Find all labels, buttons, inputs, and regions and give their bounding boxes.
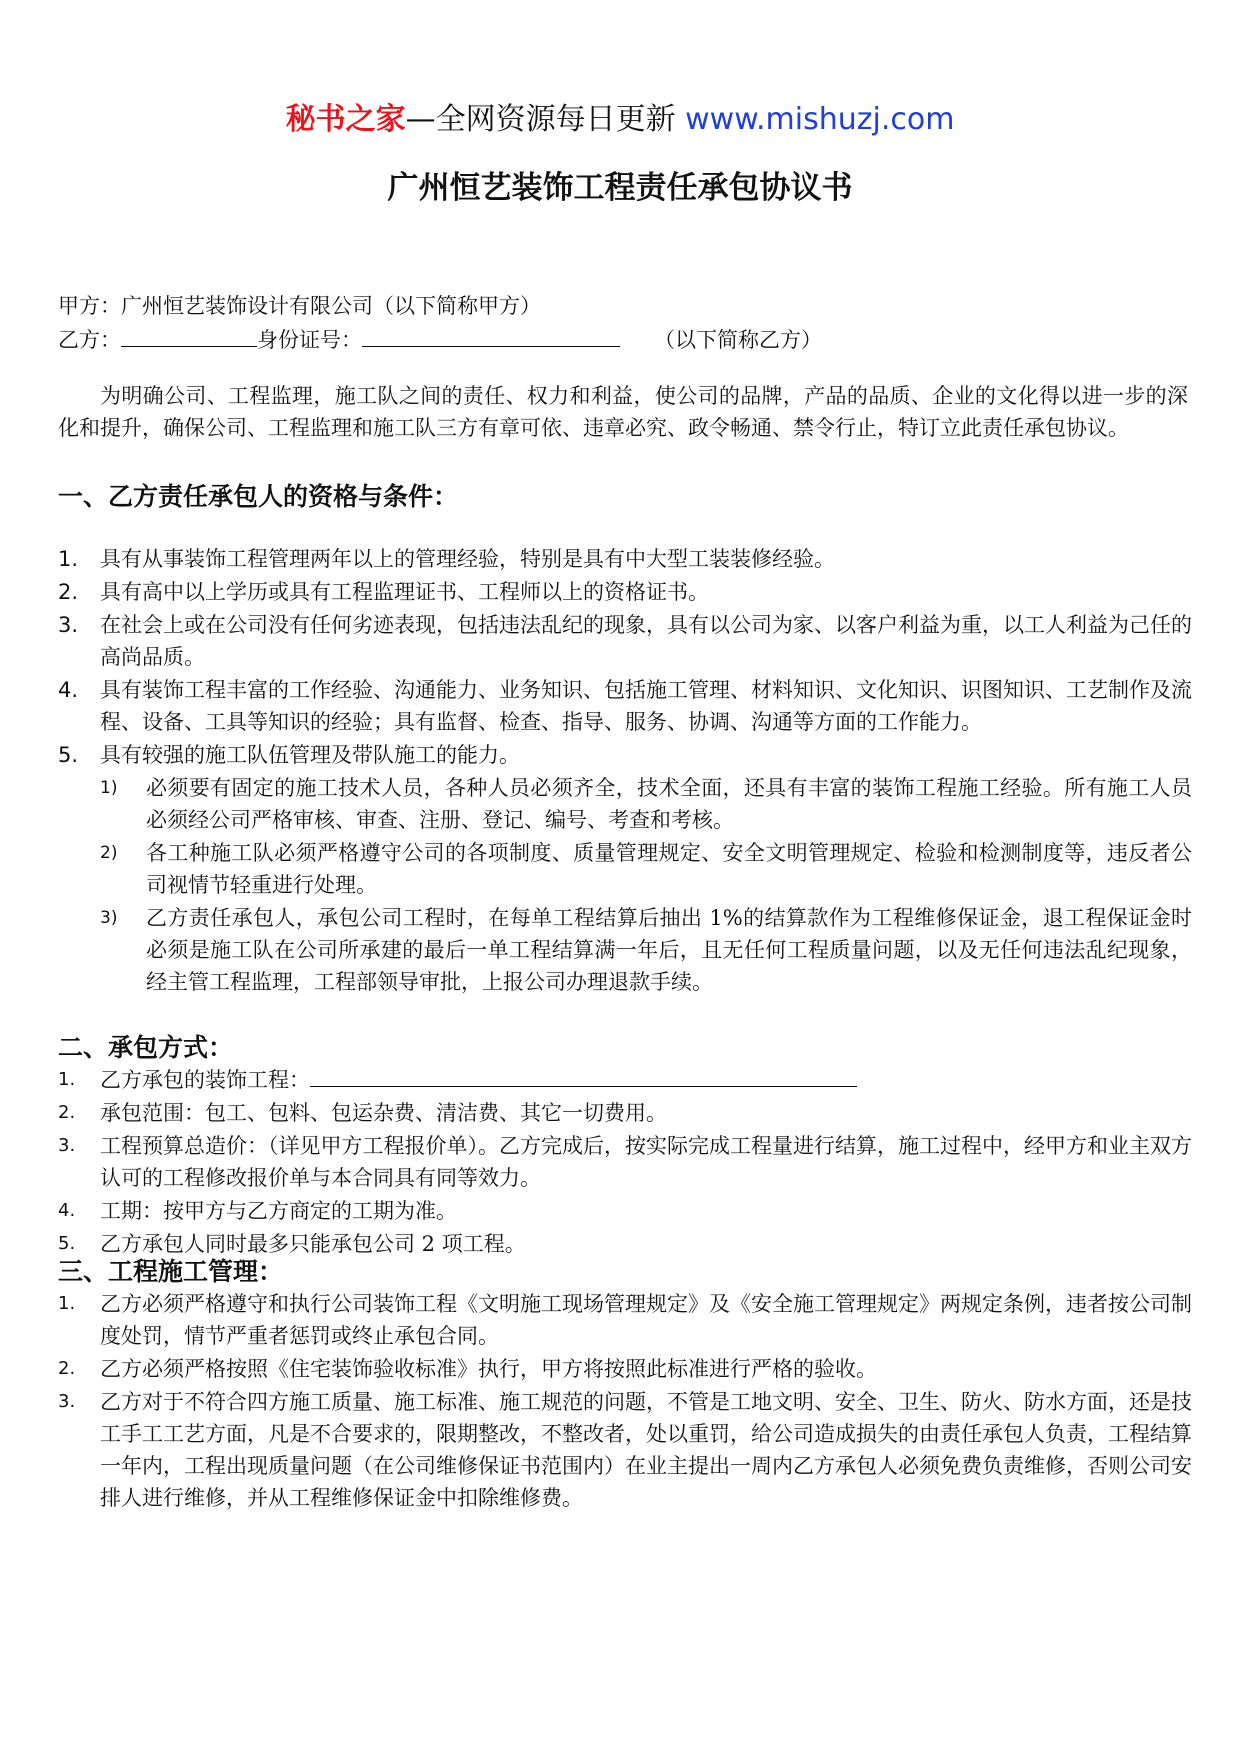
- list-item: 1. 乙方必须严格遵守和执行公司装饰工程《文明施工现场管理规定》及《安全施工管理规定》两规定条例，违者按公司制度处罚，情节严重者惩罚或终止承包合同。: [58, 1292, 1192, 1348]
- document-title: 广州恒艺装饰工程责任承包协议书: [387, 170, 853, 206]
- banner-url[interactable]: www.mishuzj.com: [685, 102, 955, 137]
- banner-slogan: —全网资源每日更新: [405, 102, 686, 137]
- party-b-line: [58, 322, 822, 356]
- list-item: 4. 工期：按甲方与乙方商定的工期为准。: [58, 1199, 457, 1223]
- section-2-list: [58, 1064, 1192, 1260]
- sub-list-item: 2) 各工种施工队必须严格遵守公司的各项制度、质量管理规定、安全文明管理规定、检验和检测制度等，违反者公司视情节轻重进行处理。: [100, 841, 1192, 897]
- list-item: 3. 在社会上或在公司没有任何劣迹表现，包括违法乱纪的现象，具有以公司为家、以客户利益为重，以工人利益为己任的高尚品质。: [58, 613, 1192, 669]
- list-item: 1. 乙方承包的装饰工程：: [58, 1064, 1192, 1096]
- sub-list-item: 3) 乙方责任承包人，承包公司工程时，在每单工程结算后抽出 1%的结算款作为工程维修保证金，退工程保证金时必须是施工队在公司所承建的最后一单工程结算满一年后，且无任何工程质量问题，以及无任何违法乱纪现象，经主管工程监理，工程部领导审批，上报公司办理退款手续。: [100, 906, 1192, 994]
- section-1-heading: 一、乙方责任承包人的资格与条件：: [58, 482, 459, 511]
- party-b-suffix: （以下简称乙方）: [654, 328, 822, 352]
- list-item: 4. 具有装饰工程丰富的工作经验、沟通能力、业务知识、包括施工管理、材料知识、文化知识、识图知识、工艺制作及流程、设备、工具等知识的经验；具有监督、检查、指导、服务、协调、沟通等方面的工作能力。: [58, 678, 1192, 734]
- list-item: 1. 具有从事装饰工程管理两年以上的管理经验，特别是具有中大型工装装修经验。: [58, 547, 835, 571]
- project-name-blank: [310, 1064, 857, 1087]
- section-3-list: [58, 1288, 1192, 1514]
- list-item: 2. 乙方必须严格按照《住宅装饰验收标准》执行，甲方将按照此标准进行严格的验收。: [58, 1357, 877, 1381]
- list-item: 5. 乙方承包人同时最多只能承包公司 2 项工程。: [58, 1232, 526, 1256]
- party-b-name-blank: [121, 322, 257, 347]
- list-item: 3. 工程预算总造价：（详见甲方工程报价单）。乙方完成后，按实际完成工程量进行结算，施工过程中，经甲方和业主双方认可的工程修改报价单与本合同具有同等效力。: [58, 1134, 1192, 1190]
- section-1-list: [58, 543, 1192, 998]
- party-b-id-blank: [362, 322, 620, 347]
- section-2-heading: 二、承包方式：: [58, 1033, 234, 1062]
- list-item: 2. 承包范围：包工、包料、包运杂费、清洁费、其它一切费用。: [58, 1101, 667, 1125]
- party-a-line: 甲方：广州恒艺装饰设计有限公司（以下简称甲方）: [58, 294, 541, 318]
- party-b-label: 乙方：: [58, 328, 121, 352]
- site-banner: [0, 100, 1240, 140]
- banner-brand: 秘书之家: [285, 102, 406, 137]
- intro-paragraph: 为明确公司、工程监理，施工队之间的责任、权力和利益，使公司的品牌，产品的品质、企业的文化得以进一步的深化和提升，确保公司、工程监理和施工队三方有章可依、违章必究、政令畅通、禁令行止，特订立此责任承包协议。: [58, 384, 1188, 440]
- list-item: 5. 具有较强的施工队伍管理及带队施工的能力。: [58, 743, 520, 767]
- party-b-id-label: 身份证号：: [257, 328, 362, 352]
- section-3-heading: 三、工程施工管理：: [58, 1257, 284, 1286]
- list-item: 2. 具有高中以上学历或具有工程监理证书、工程师以上的资格证书。: [58, 580, 709, 604]
- list-item: 3. 乙方对于不符合四方施工质量、施工标准、施工规范的问题，不管是工地文明、安全、卫生、防火、防水方面，还是技工手工工艺方面，凡是不合要求的，限期整改，不整改者，处以重罚，给公司造成损失的由责任承包人负责，工程结算一年内，工程出现质量问题（在公司维修保证书范围内）在业主提出一周内乙方承包人必须免费负责维修，否则公司安排人进行维修，并从工程维修保证金中扣除维修费。: [58, 1390, 1192, 1510]
- sub-list-item: 1) 必须要有固定的施工技术人员，各种人员必须齐全，技术全面，还具有丰富的装饰工程施工经验。所有施工人员必须经公司严格审核、审查、注册、登记、编号、考查和考核。: [100, 776, 1192, 832]
